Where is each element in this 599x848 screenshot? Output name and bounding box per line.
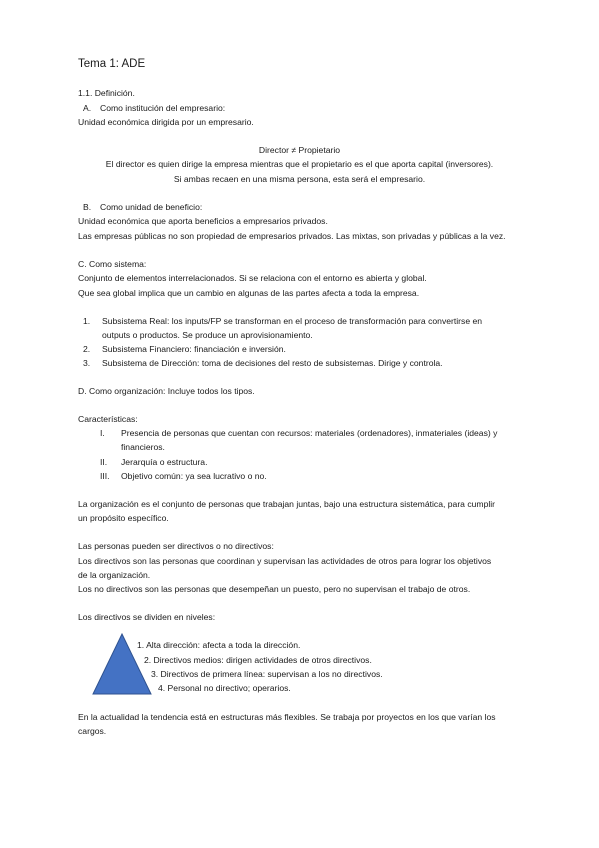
list-item-text: Subsistema de Dirección: toma de decisiones del resto de subsistemas. Dirige y controla. bbox=[102, 358, 443, 368]
subheading-b: Como unidad de beneficio: bbox=[100, 202, 203, 212]
quote-line-1: El director es quien dirige la empresa mientras que el propietario es el que aporta capital (inversores). bbox=[105, 159, 494, 169]
list-item-number: 3. bbox=[83, 358, 91, 368]
paragraph-a: Unidad económica dirigida por un empresario. bbox=[78, 117, 254, 127]
level-item: 2. Directivos medios: dirigen actividades de otros directivos. bbox=[144, 655, 372, 665]
paragraph-organization-line-1: La organización es el conjunto de personas que trabajan juntas, bajo una estructura sistemática, para cumplir bbox=[78, 499, 496, 509]
level-item: 4. Personal no directivo; operarios. bbox=[158, 683, 291, 693]
paragraph-organization-line-2: un propósito específico. bbox=[78, 513, 169, 523]
paragraph-people-line-4: Los no directivos son las personas que desempeñan un puesto, pero no supervisan el trabajo de otros. bbox=[78, 584, 471, 594]
list-item-text: Subsistema Financiero: financiación e inversión. bbox=[102, 344, 286, 354]
list-item-number: III. bbox=[100, 471, 110, 481]
paragraph-people-line-2: Los directivos son las personas que coordinan y supervisan las actividades de otros para lograr los objetivos bbox=[78, 556, 492, 566]
list-item-text: Jerarquía o estructura. bbox=[121, 457, 208, 467]
list-marker-a: A. bbox=[83, 103, 92, 113]
features-heading: Características: bbox=[78, 414, 138, 424]
list-item-text: Subsistema Real: los inputs/FP se transforman en el proceso de transformación para convertirse en bbox=[102, 316, 483, 326]
subheading-c: C. Como sistema: bbox=[78, 259, 147, 269]
paragraph-closing-line-2: cargos. bbox=[78, 726, 107, 736]
subheading-d: D. Como organización: Incluye todos los tipos. bbox=[78, 386, 255, 396]
quote-title: Director ≠ Propietario bbox=[258, 145, 341, 155]
paragraph-people-line-1: Las personas pueden ser directivos o no directivos: bbox=[78, 541, 274, 551]
subheading-a: Como institución del empresario: bbox=[100, 103, 226, 113]
paragraph-b-line-2: Las empresas públicas no son propiedad de empresarios privados. Las mixtas, son privadas y públicas a la vez. bbox=[78, 231, 506, 241]
section-heading: 1.1. Definición. bbox=[78, 88, 135, 98]
list-item-text: Objetivo común: ya sea lucrativo o no. bbox=[121, 471, 267, 481]
level-item: 1. Alta dirección: afecta a toda la dirección. bbox=[137, 640, 301, 650]
paragraph-people-line-3: de la organización. bbox=[78, 570, 151, 580]
quote-line-2: Si ambas recaen en una misma persona, esta será el empresario. bbox=[173, 174, 426, 184]
level-item: 3. Directivos de primera línea: supervisan a los no directivos. bbox=[151, 669, 383, 679]
list-marker-b: B. bbox=[83, 202, 92, 212]
list-item-number: 1. bbox=[83, 316, 91, 326]
paragraph-c-line-1: Conjunto de elementos interrelacionados. Si se relaciona con el entorno es abierta y global. bbox=[78, 273, 427, 283]
list-item-number: II. bbox=[100, 457, 108, 467]
list-item-text-continued: outputs o productos. Se produce un aprovisionamiento. bbox=[102, 330, 313, 340]
list-item-text-continued: financieros. bbox=[121, 442, 165, 452]
list-item-text: Presencia de personas que cuentan con recursos: materiales (ordenadores), inmateriales (ideas) y bbox=[121, 428, 498, 438]
document-title: Tema 1: ADE bbox=[78, 58, 146, 70]
list-item-number: I. bbox=[100, 428, 105, 438]
paragraph-b-line-1: Unidad económica que aporta beneficios a empresarios privados. bbox=[78, 216, 328, 226]
list-item-number: 2. bbox=[83, 344, 91, 354]
levels-heading: Los directivos se dividen en niveles: bbox=[78, 612, 216, 622]
paragraph-c-line-2: Que sea global implica que un cambio en algunas de las partes afecta a toda la empresa. bbox=[78, 288, 420, 298]
paragraph-closing-line-1: En la actualidad la tendencia está en estructuras más flexibles. Se trabaja por proyectos en los que varían los bbox=[78, 712, 496, 722]
